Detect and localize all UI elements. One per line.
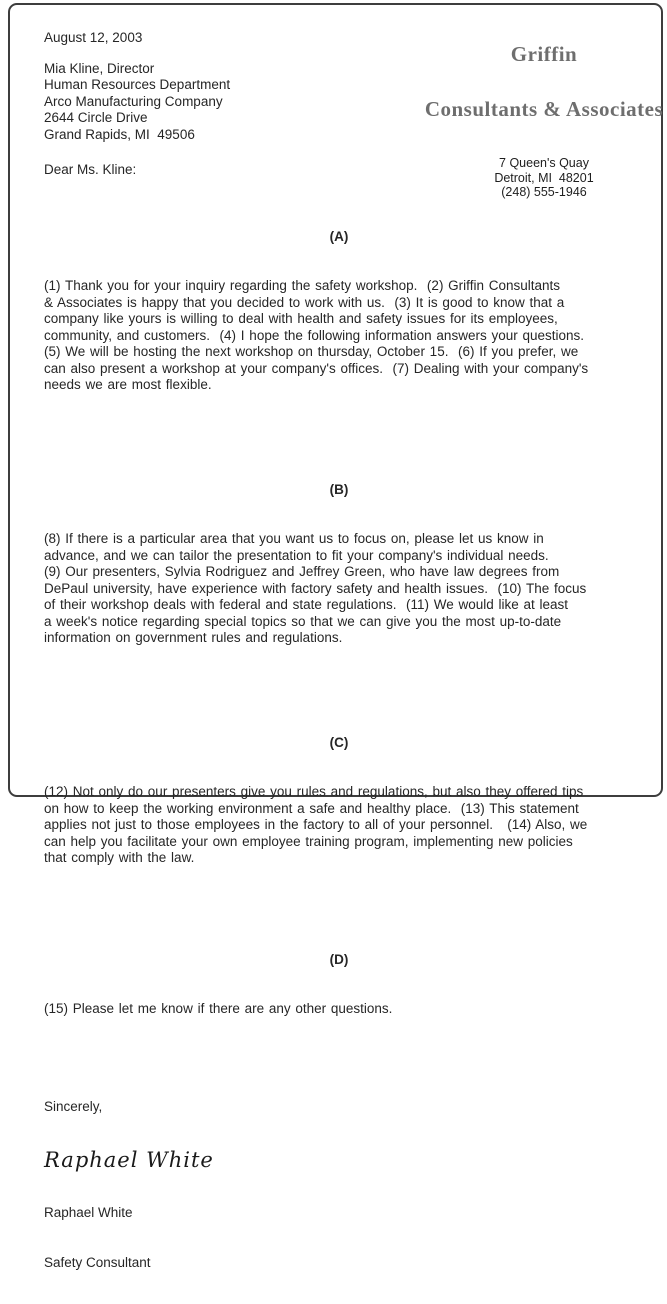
handwritten-signature: Raphael White: [44, 1148, 641, 1172]
section-d-label: (D): [44, 952, 634, 969]
recipient-line: Mia Kline, Director: [44, 61, 641, 78]
body-line: (15) Please let me know if there are any other questions.: [44, 1001, 641, 1018]
body-line: needs we are most flexible.: [44, 377, 641, 394]
body-line: (12) Not only do our presenters give you rules and regulations, but also they offered tips: [44, 784, 641, 801]
body-line: company like yours is willing to deal with health and safety issues for its employees,: [44, 311, 641, 328]
body-line: information on government rules and regulations.: [44, 630, 641, 647]
section-c-body: [44, 784, 641, 867]
section-c: [44, 702, 641, 900]
recipient-line: Human Resources Department: [44, 77, 641, 94]
letter-date: August 12, 2003: [44, 30, 641, 47]
section-b: [44, 449, 641, 680]
body-line: applies not just to those employees in the factory to all of your personnel. (14) Also, we: [44, 817, 641, 834]
body-line: advance, and we can tailor the presentation to fit your company's individual needs.: [44, 548, 641, 565]
company-name-line1: Griffin: [419, 43, 667, 65]
recipient-line: Grand Rapids, MI 49506: [44, 127, 641, 144]
body-line: DePaul university, have experience with factory safety and health issues. (10) The focus: [44, 581, 641, 598]
recipient-line: 2644 Circle Drive: [44, 110, 641, 127]
letter-page: [8, 3, 663, 797]
section-c-label: (C): [44, 735, 634, 752]
company-address-line: Detroit, MI 48201: [419, 171, 667, 186]
body-line: (9) Our presenters, Sylvia Rodriguez and Jeffrey Green, who have law degrees from: [44, 564, 641, 581]
company-address-line: 7 Queen's Quay: [419, 156, 667, 171]
section-a-label: (A): [44, 229, 634, 246]
section-a-body: [44, 278, 641, 394]
body-line: on how to keep the working environment a safe and healthy place. (13) This statement: [44, 801, 641, 818]
recipient-line: Arco Manufacturing Company: [44, 94, 641, 111]
body-line: (8) If there is a particular area that you want us to focus on, please let us know in: [44, 531, 641, 548]
section-d: [44, 919, 641, 1051]
body-line: can also present a workshop at your company's offices. (7) Dealing with your company's: [44, 361, 641, 378]
section-b-body: [44, 531, 641, 647]
body-line: of their workshop deals with federal and state regulations. (11) We would like at least: [44, 597, 641, 614]
body-line: (5) We will be hosting the next workshop on thursday, October 15. (6) If you prefer, we: [44, 344, 641, 361]
sign-off: Sincerely,: [44, 1099, 641, 1116]
body-line: & Associates is happy that you decided to work with us. (3) It is good to know that a: [44, 295, 641, 312]
body-line: can help you facilitate your own employee training program, implementing new policies: [44, 834, 641, 851]
letterhead: [419, 10, 667, 233]
job-title: Safety Consultant: [44, 1255, 641, 1272]
company-address-line: (248) 555-1946: [419, 185, 667, 200]
body-line: that comply with the law.: [44, 850, 641, 867]
typed-name: Raphael White: [44, 1205, 641, 1222]
body-line: community, and customers. (4) I hope the following information answers your questions.: [44, 328, 641, 345]
letter-content: [10, 5, 661, 795]
company-name-line2: Consultants & Associates: [419, 98, 667, 120]
body-line: (1) Thank you for your inquiry regarding the safety workshop. (2) Griffin Consultants: [44, 278, 641, 295]
company-address: [419, 156, 667, 200]
section-d-body: [44, 1001, 641, 1018]
section-b-label: (B): [44, 482, 634, 499]
salutation: Dear Ms. Kline:: [44, 162, 641, 179]
closing-block: [44, 1066, 641, 1304]
body-line: a week's notice regarding special topics so that we can give you the most up-to-date: [44, 614, 641, 631]
